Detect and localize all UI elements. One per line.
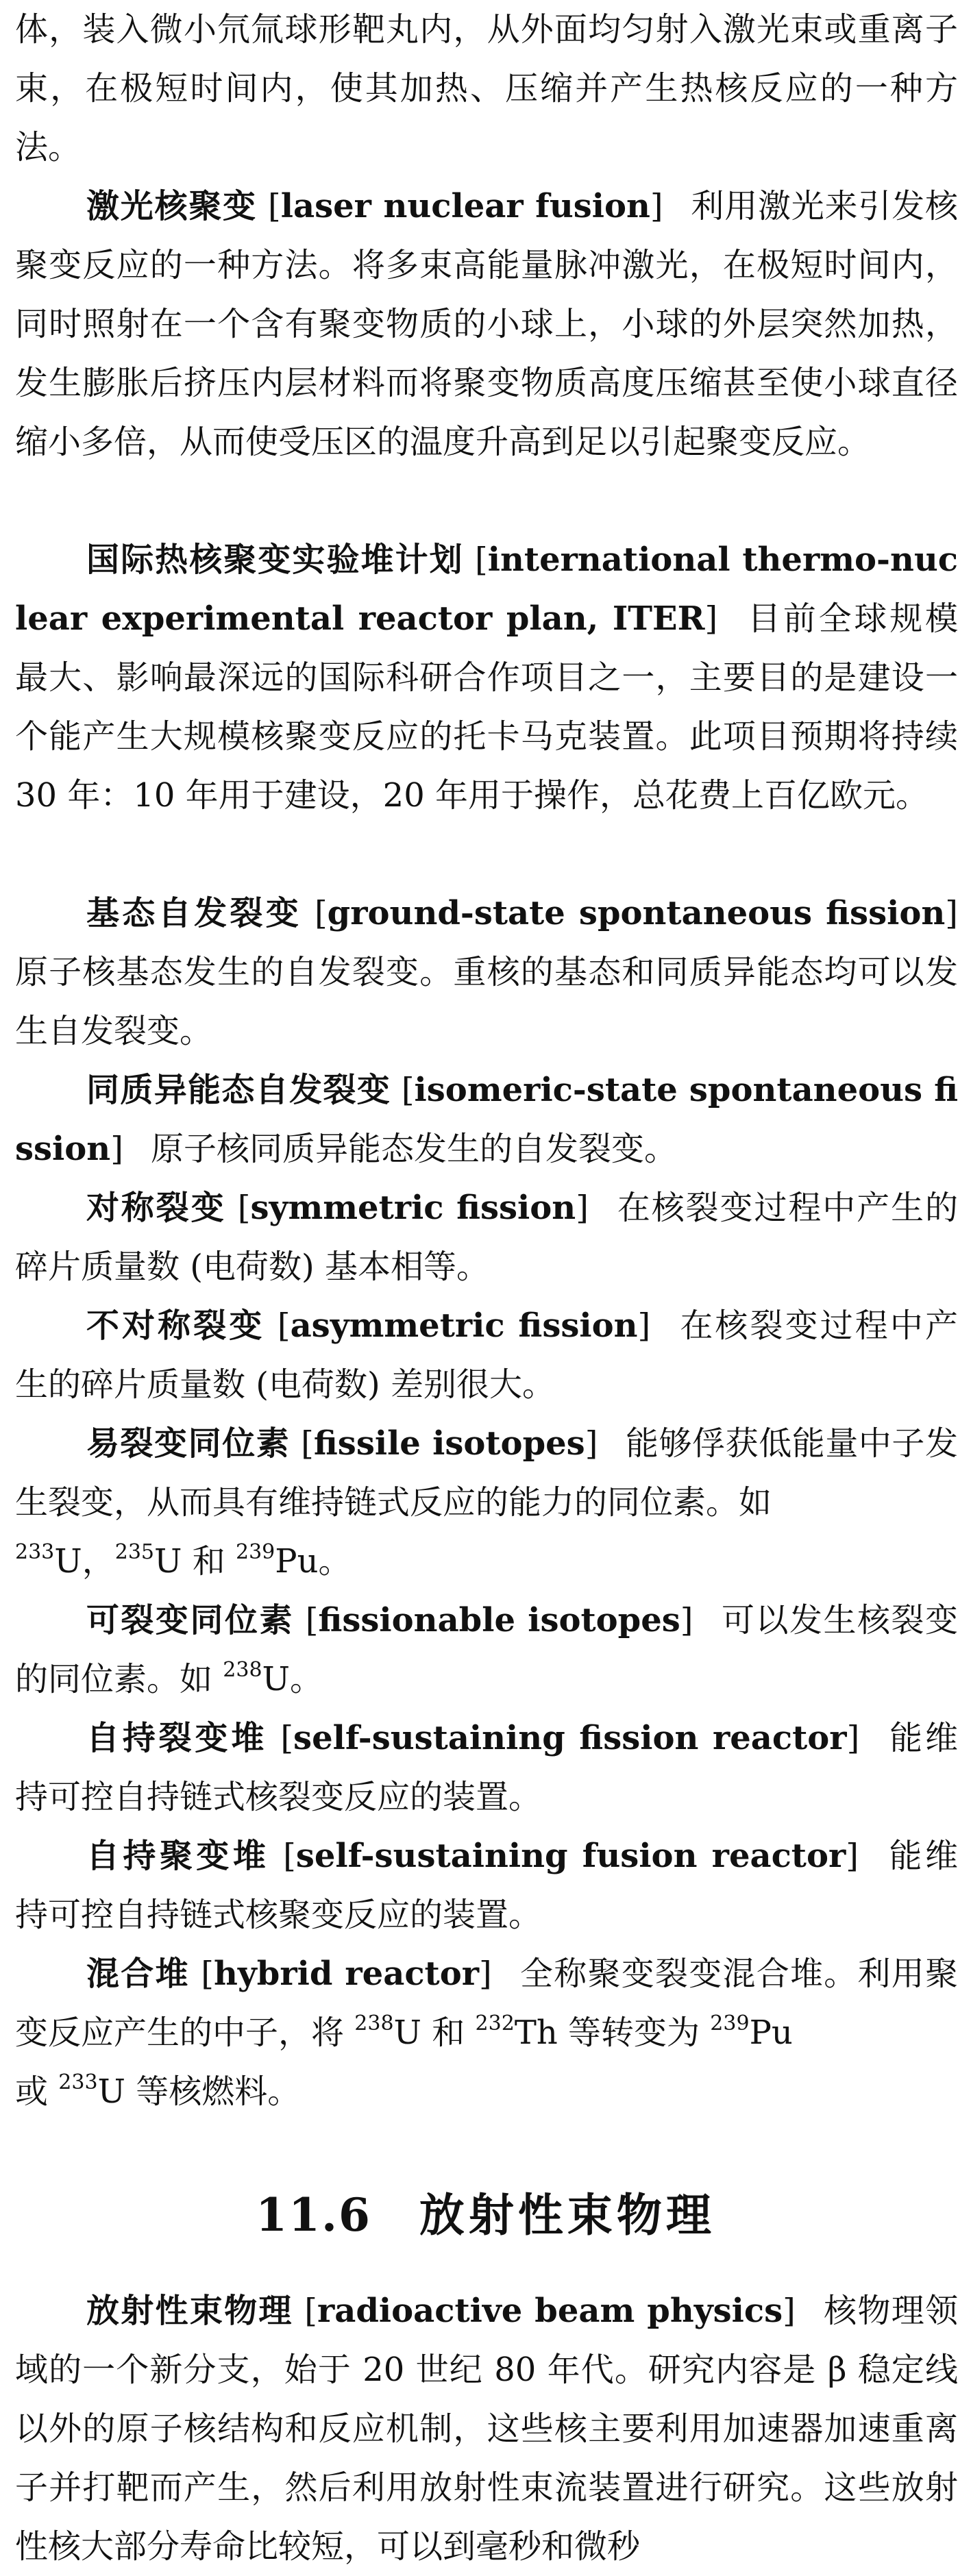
entry-definition: 在核裂变过程中产生的碎片质量数 (电荷数) 差别很大。 <box>15 1306 958 1404</box>
entry-english: [laser nuclear fusion] <box>268 187 663 225</box>
entry-hybrid-reactor: 混合堆 [hybrid reactor] 全称聚变裂变混合堆。利用聚变反应产生的中子，将 $^{238}$U 和 $^{232}$Th 等转变为 $^{239}$Pu 或 $^{233}$U 等核燃料。 <box>15 1955 958 2111</box>
entry-term: 对称裂变 <box>86 1189 226 1227</box>
section-heading <box>0 2179 971 2244</box>
entry-english: [ground-state spontaneous fission] <box>314 894 958 932</box>
entry-laser-nuclear-fusion <box>15 177 958 471</box>
section-title: 放射性束物理 <box>419 2188 715 2242</box>
isotope: $^{239}$Pu <box>710 2011 793 2052</box>
entry-definition: 利用激光来引发核聚变反应的一种方法。将多束高能量脉冲激光，在极短时间内，同时照射在一个含有聚变物质的小球上，小球的外层突然加热，发生膨胀后挤压内层材料而将聚变物质高度压缩甚至使小球直径缩小多倍，从而使受压区的温度升高到足以引起聚变反应。 <box>15 187 958 461</box>
entry-isomeric-fission <box>15 1061 958 1178</box>
entry-fissionable-isotopes: 可裂变同位素 [fissionable isotopes] 可以发生核裂变的同位素。如 $^{238}$U。 <box>15 1601 958 1698</box>
intro-paragraph <box>15 0 958 177</box>
entry-term: 自持聚变堆 <box>86 1837 270 1875</box>
isotope: $^{239}$Pu <box>236 1540 319 1581</box>
entry-self-sustaining-fission-reactor <box>15 1709 958 1826</box>
entry-term: 不对称裂变 <box>86 1306 265 1345</box>
entry-ground-state-fission <box>15 884 958 1061</box>
isotope: $^{235}$U <box>114 1540 182 1581</box>
entry-english: [radioactive beam physics] <box>304 2292 796 2330</box>
isotope: $^{233}$U <box>15 1540 82 1581</box>
entry-definition: 能够俘获低能量中子发生裂变，从而具有维持链式反应的能力的同位素。如 <box>15 1424 958 1522</box>
entry-fissile-isotopes: 易裂变同位素 [fissile isotopes] 能够俘获低能量中子发生裂变，从而具有维持链式反应的能力的同位素。如 $^{233}$U，$^{235}$U 和 $^{239}$Pu。 <box>15 1424 958 1581</box>
entry-term: 可裂变同位素 <box>86 1601 294 1639</box>
entry-definition: 能维持可控自持链式核裂变反应的装置。 <box>15 1719 958 1816</box>
entry-iter <box>15 530 958 825</box>
entry-english: [symmetric fission] <box>237 1189 589 1227</box>
entry-english: [self-sustaining fission reactor] <box>280 1719 860 1757</box>
entry-english: [fissionable isotopes] <box>305 1601 693 1639</box>
intro-text: 体，装入微小氘氚球形靶丸内，从外面均匀射入激光束或重离子束，在极短时间内，使其加热、压缩并产生热核反应的一种方法。 <box>15 10 958 166</box>
entry-term: 基态自发裂变 <box>86 894 302 932</box>
entry-symmetric-fission <box>15 1178 958 1296</box>
entry-definition: 目前全球规模最大、影响最深远的国际科研合作项目之一，主要目的是建设一个能产生大规模核聚变反应的托卡马克装置。此项目预期将持续 30 年：10 年用于建设，20 年用于操作，总花费上百亿欧元。 <box>15 599 958 815</box>
entry-term: 同质异能态自发裂变 <box>86 1071 391 1109</box>
entry-definition: 原子核同质异能态发生的自发裂变。 <box>150 1130 677 1168</box>
entry-definition: 原子核基态发生的自发裂变。重核的基态和同质异能态均可以发生自发裂变。 <box>15 953 958 1050</box>
entry-english: [hybrid reactor] <box>201 1955 492 1993</box>
isotope: $^{232}$Th <box>475 2011 558 2052</box>
entry-english: [isomeric-state spontaneous fission] <box>15 1071 959 1168</box>
entry-definition: 能维持可控自持链式核聚变反应的装置。 <box>15 1837 958 1934</box>
entry-term: 自持裂变堆 <box>86 1719 268 1757</box>
entry-radioactive-beam-physics <box>15 2281 958 2576</box>
entry-definition: 全称聚变裂变混合堆。利用聚变反应产生的中子，将 <box>15 1955 958 2052</box>
section-number: 11.6 <box>256 2188 371 2242</box>
entry-term: 易裂变同位素 <box>86 1424 291 1463</box>
entry-english: [fissile isotopes] <box>301 1424 598 1463</box>
entry-definition: 核物理领域的一个新分支，始于 20 世纪 80 年代。研究内容是 β 稳定线以外的原子核结构和反应机制，这些核主要利用加速器加速重离子并打靶而产生，然后利用放射性束流装置进行研究。这些放射性核大部分寿命比较短，可以到毫秒和微秒 <box>15 2292 958 2566</box>
entry-english: [asymmetric fission] <box>277 1306 651 1345</box>
entry-term: 混合堆 <box>86 1955 190 1993</box>
entry-english: [self-sustaining fusion reactor] <box>283 1837 859 1875</box>
isotope: $^{238}$U <box>354 2011 421 2052</box>
entry-term: 激光核聚变 <box>86 187 257 225</box>
entry-definition: 可以发生核裂变的同位素。如 <box>15 1601 958 1698</box>
entry-asymmetric-fission <box>15 1296 958 1414</box>
isotope: $^{238}$U <box>223 1658 290 1698</box>
entry-term: 国际热核聚变实验堆计划 <box>86 541 464 579</box>
entry-term: 放射性束物理 <box>86 2292 293 2330</box>
entry-definition: 在核裂变过程中产生的碎片质量数 (电荷数) 基本相等。 <box>15 1189 958 1286</box>
entry-english: [international thermo-nuclear experimental reactor plan, ITER] <box>15 541 958 638</box>
isotope: $^{233}$U <box>58 2070 125 2111</box>
entry-self-sustaining-fusion-reactor <box>15 1826 958 1944</box>
